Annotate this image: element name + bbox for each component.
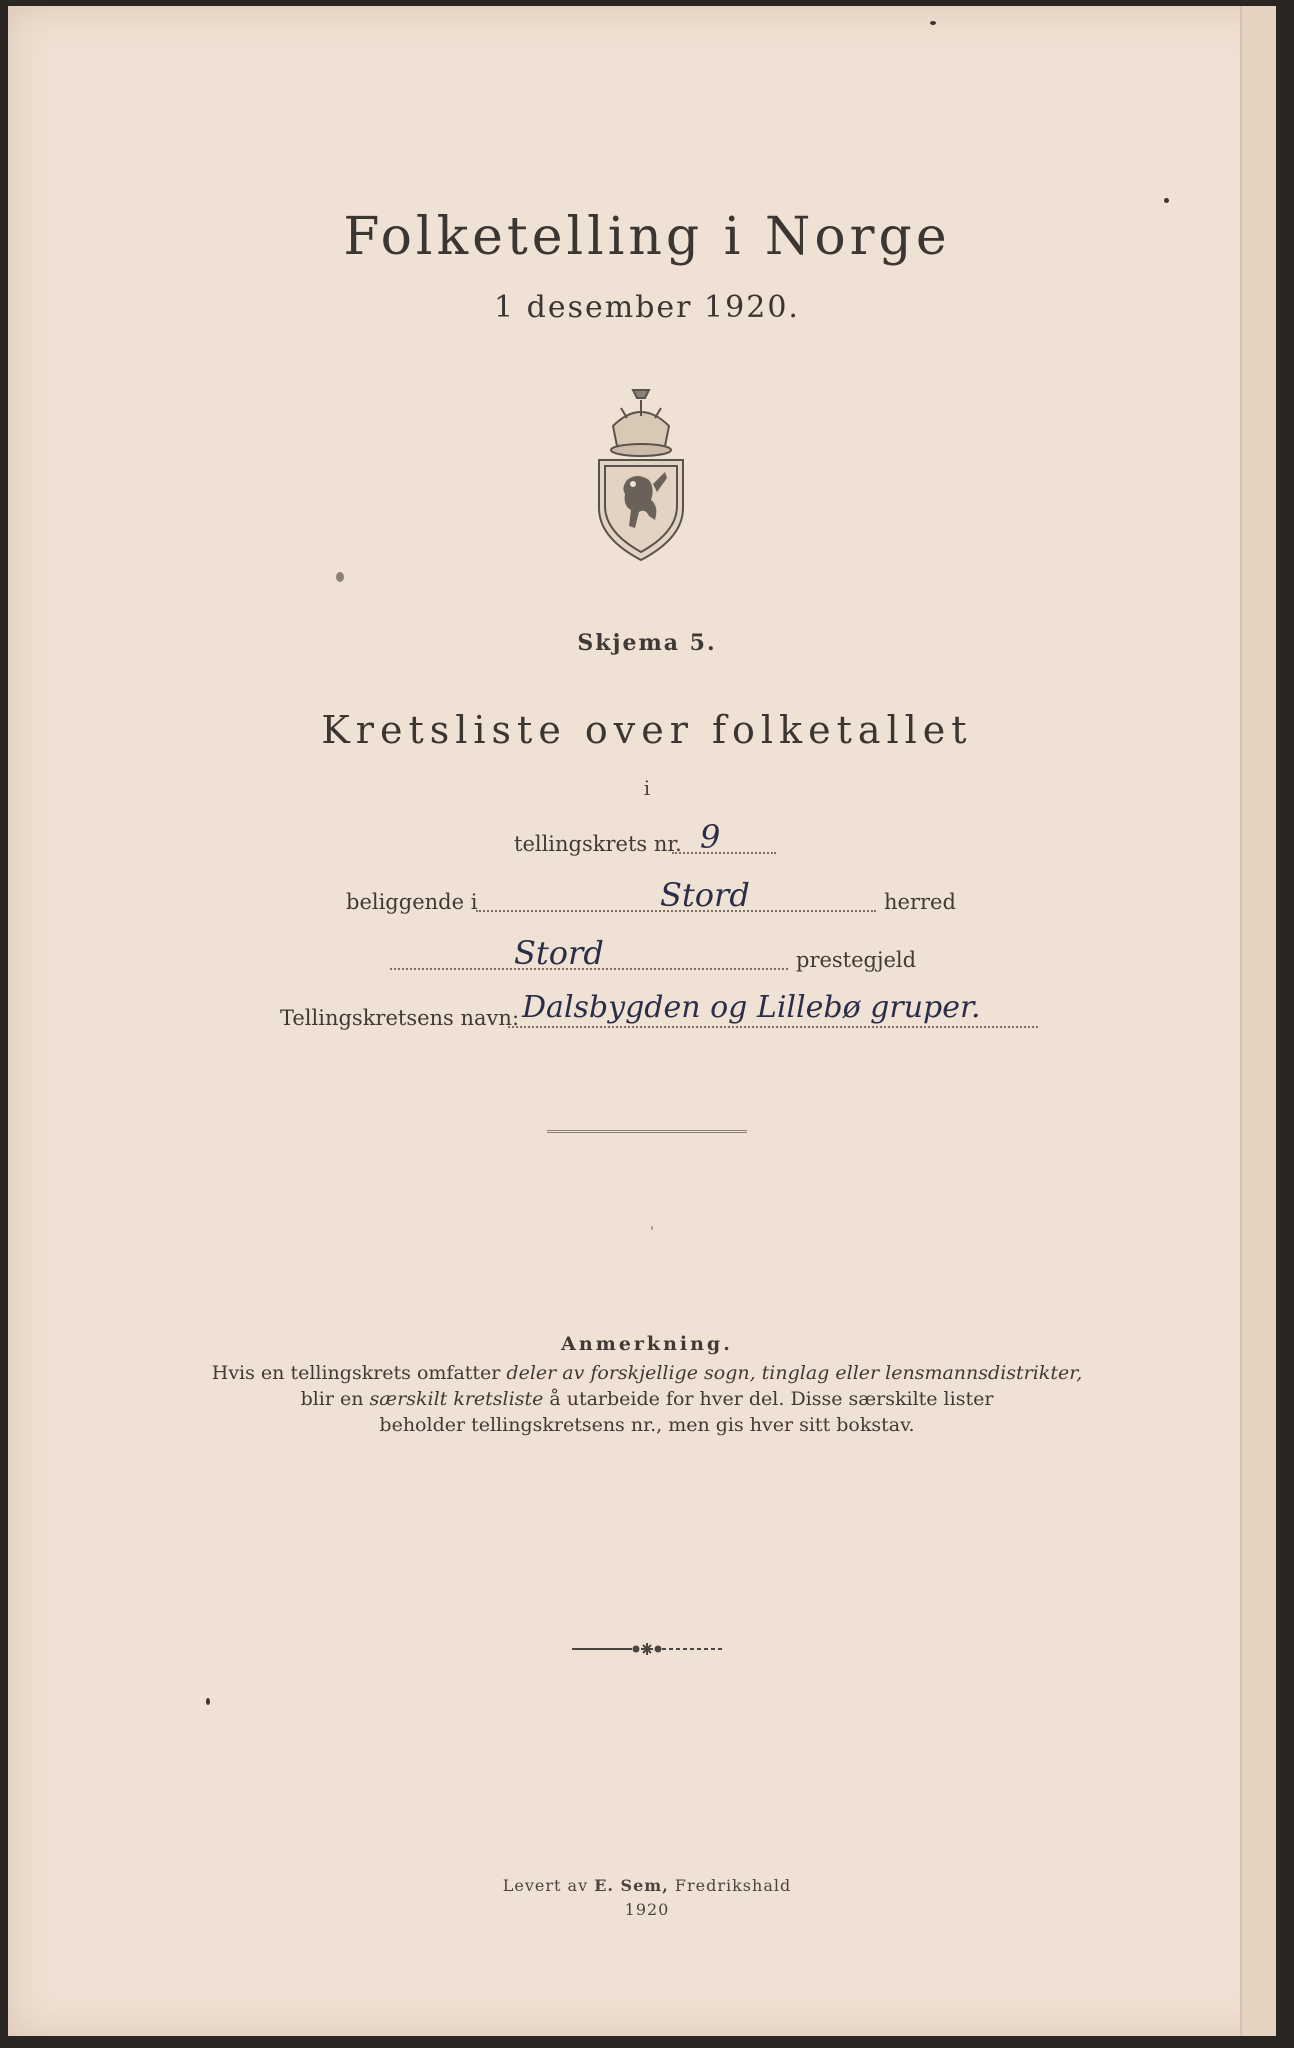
note-line-1-emphasis: deler av forskjellige sogn, tinglag eller lensmannsdistrikter, <box>506 1362 1083 1384</box>
printer-credit <box>0 1876 1294 1895</box>
paper-speck <box>1164 198 1169 203</box>
note-line-1-text: Hvis en tellingskrets omfatter <box>211 1362 507 1384</box>
beliggende-label: beliggende i <box>346 890 478 914</box>
note-line-3: beholder tellingskretsens nr., men gis hver sitt bokstav. <box>379 1414 915 1436</box>
printer-credit-prefix: Levert av <box>502 1876 595 1895</box>
note-title: Anmerkning. <box>561 1333 733 1355</box>
note-line-2-emphasis: særskilt kretsliste <box>369 1388 544 1410</box>
tellingskrets-label: tellingskrets nr. <box>514 832 682 856</box>
kretsnavn-value: Dalsbygden og Lillebø gruper. <box>522 990 981 1025</box>
paper-speck <box>930 21 936 25</box>
beliggende-value: Stord <box>660 876 750 914</box>
print-year: 1920 <box>624 1900 670 1919</box>
note-line-1 <box>0 1362 1294 1384</box>
kretsnavn-label: Tellingskretsens navn: <box>280 1006 520 1030</box>
census-date: 1 desember 1920. <box>494 290 800 325</box>
stray-mark: ˌ <box>650 1216 654 1232</box>
note-line-2-text-a: blir en <box>300 1388 370 1410</box>
paper-speck <box>336 572 344 582</box>
prestegjeld-value: Stord <box>514 934 604 972</box>
tellingskrets-value: 9 <box>700 818 721 856</box>
coat-of-arms-icon <box>593 388 689 562</box>
page-title: Folketelling i Norge <box>343 207 951 267</box>
ornament-divider-icon <box>572 1641 722 1657</box>
kretsnavn-dots <box>508 1026 1038 1028</box>
note-line-2-text-c: å utarbeide for hver del. Disse særskilte lister <box>543 1388 994 1410</box>
printer-name: E. Sem, <box>594 1876 669 1895</box>
form-heading: Kretsliste over folketallet <box>321 708 973 752</box>
herred-label: herred <box>884 890 956 914</box>
schema-number: Skjema 5. <box>577 630 717 656</box>
preposition-text: i <box>643 776 651 800</box>
note-line-2 <box>0 1388 1294 1410</box>
prestegjeld-label: prestegjeld <box>796 948 917 972</box>
paper-speck <box>206 1698 210 1705</box>
tellingskrets-dots <box>672 852 776 854</box>
printer-location: Fredrikshald <box>668 1876 792 1895</box>
section-divider <box>547 1130 747 1133</box>
